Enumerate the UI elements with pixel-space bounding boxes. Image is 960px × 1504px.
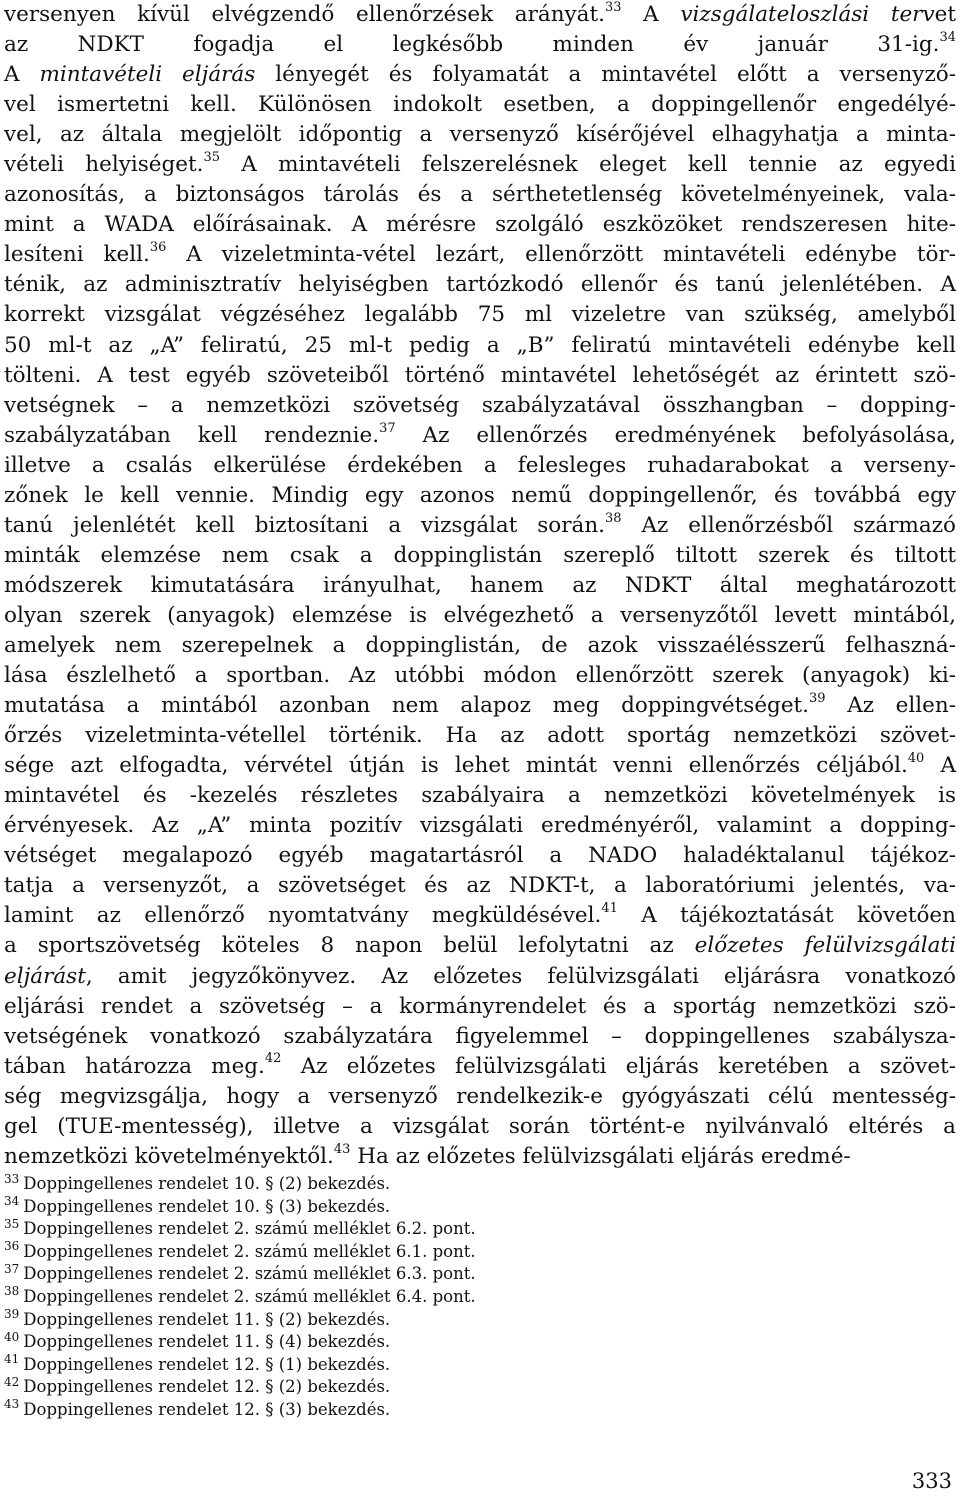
footnote-number: 36 <box>4 1239 20 1254</box>
text-span: azonosítás, a biztonságos tárolás és a sérthetetlenség követelményeinek, vala- <box>4 182 956 208</box>
italic-term: vizsgálateloszlási terv <box>680 2 935 27</box>
text-line <box>4 240 956 270</box>
text-line <box>4 481 956 511</box>
text-span: versenyen kívül elvégzendő ellenőrzések arányát. <box>4 2 605 27</box>
footnote-number: 41 <box>4 1352 20 1367</box>
text-line <box>4 751 956 781</box>
footnote-number: 37 <box>4 1261 20 1276</box>
footnote-number: 40 <box>4 1329 20 1344</box>
text-span: nemzetközi követelményektől. <box>4 1143 334 1169</box>
footnote-text: Doppingellenes rendelet 2. számú melléklet 6.3. pont. <box>23 1264 476 1284</box>
text-line <box>4 901 956 931</box>
text-line <box>4 150 956 180</box>
text-span: mintavétel és -kezelés részletes szabályaira a nemzetközi követelmények is <box>4 783 956 809</box>
text-line <box>4 90 956 120</box>
text-line <box>4 571 956 601</box>
footnote-text: Doppingellenes rendelet 12. § (3) bekezdés. <box>23 1399 391 1419</box>
text-span: 50 ml-t az „A” feliratú, 25 ml-t pedig a „B” feliratú mintavételi edénybe kell <box>4 332 956 358</box>
footnote-number: 42 <box>4 1374 20 1389</box>
text-line <box>4 841 956 871</box>
footnote-reference: 36 <box>149 240 167 256</box>
text-span: Az ellen- <box>825 693 956 719</box>
text-line <box>4 391 956 421</box>
footnote-reference: 43 <box>333 1141 351 1157</box>
footnote-number: 39 <box>4 1307 20 1322</box>
text-line <box>4 1142 956 1172</box>
text-span: vel ismertetni kell. Különösen indokolt esetben, a doppingellenőr engedélyé- <box>4 92 956 118</box>
text-span: minták elemzése nem csak a doppinglistán szereplő tiltott szerek és tiltott <box>4 542 956 568</box>
footnote <box>4 1354 904 1377</box>
footnote-text: Doppingellenes rendelet 10. § (2) bekezdés. <box>23 1174 391 1193</box>
text-span: gel (TUE-mentesség), illetve a vizsgálat során történt-e nyilvánvaló eltérés a <box>4 1113 956 1139</box>
text-line <box>4 361 956 391</box>
text-span: olyan szerek (anyagok) elemzése is elvégezhető a versenyzőtől levett mintából, <box>4 602 956 628</box>
text-line <box>4 511 956 541</box>
text-span: sége azt elfogadta, vérvétel útján is lehet mintát venni ellenőrzés céljából. <box>4 753 908 779</box>
footnote-text: Doppingellenes rendelet 11. § (4) bekezdés. <box>23 1332 391 1352</box>
page-number: 333 <box>911 1469 952 1493</box>
text-line <box>4 1022 956 1052</box>
footnote-number: 33 <box>4 1171 20 1186</box>
footnote-text: Doppingellenes rendelet 2. számú melléklet 6.4. pont. <box>23 1286 476 1306</box>
body-text <box>4 0 956 1172</box>
text-line <box>4 601 956 631</box>
text-line <box>4 1052 956 1082</box>
text-line <box>4 962 956 992</box>
footnote <box>4 1263 904 1286</box>
text-line <box>4 451 956 481</box>
text-span: tában határozza meg. <box>4 1053 265 1079</box>
text-span: Az előzetes felülvizsgálati eljárás keretében a szövet- <box>281 1053 956 1079</box>
footnote-text: Doppingellenes rendelet 2. számú melléklet 6.1. pont. <box>23 1241 476 1261</box>
text-span: et <box>934 2 956 27</box>
text-line <box>4 661 956 691</box>
text-span: amelyek nem szerepelnek a doppinglistán, de azok visszaélésszerű felhaszná- <box>4 632 956 658</box>
text-span: Az ellenőrzés eredményének befolyásolása, <box>395 422 956 448</box>
text-span: ténik, az adminisztratív helyiségben tartózkodó ellenőr és tanú jelenlétében. A <box>4 272 956 298</box>
footnote-text: Doppingellenes rendelet 12. § (2) bekezdés. <box>23 1377 391 1397</box>
text-span: illetve a csalás elkerülése érdekében a felesleges ruhadarabokat a verseny- <box>4 452 956 478</box>
text-span: A vizeletminta-vétel lezárt, ellenőrzött mintavételi edénybe tör- <box>166 242 956 268</box>
text-span: őrzés vizeletminta-vétellel történik. Ha az adott sportág nemzetközi szövet- <box>4 723 956 749</box>
footnote <box>4 1376 904 1399</box>
text-line <box>4 300 956 330</box>
text-span: érvényesek. Az „A” minta pozitív vizsgálati eredményéről, valamint a dopping- <box>4 813 956 839</box>
footnote <box>4 1241 904 1264</box>
text-span: mutatása a mintából azonban nem alapoz meg doppingvétséget. <box>4 693 810 719</box>
text-line <box>4 931 956 961</box>
text-line <box>4 0 956 30</box>
text-line <box>4 270 956 300</box>
footnote <box>4 1196 904 1219</box>
text-span: vételi helyiséget. <box>4 152 204 178</box>
text-line <box>4 1082 956 1112</box>
text-span: , amit jegyzőkönyvez. Az előzetes felülvizsgálati eljárásra vonatkozó <box>85 963 956 989</box>
footnote-text: Doppingellenes rendelet 2. számú melléklet 6.2. pont. <box>23 1219 476 1239</box>
footnote-text: Doppingellenes rendelet 10. § (3) bekezdés. <box>23 1196 391 1216</box>
footnote-reference: 33 <box>604 0 622 15</box>
footnote-text: Doppingellenes rendelet 12. § (1) bekezdés. <box>23 1354 391 1374</box>
text-line <box>4 421 956 451</box>
text-line <box>4 811 956 841</box>
text-span: A <box>621 2 681 27</box>
text-line <box>4 691 956 721</box>
text-line <box>4 721 956 751</box>
text-span: lényegét és folyamatát a mintavétel előtt a versenyző- <box>255 62 956 88</box>
text-line <box>4 992 956 1022</box>
text-span: lesíteni kell. <box>4 242 150 268</box>
text-line <box>4 631 956 661</box>
text-span: az NDKT fogadja el legkésőbb minden év január 31-ig. <box>4 32 940 58</box>
text-line <box>4 120 956 150</box>
text-span: Ha az előzetes felülvizsgálati eljárás eredmé- <box>350 1143 851 1169</box>
text-span: módszerek kimutatására irányulhat, hanem az NDKT által meghatározott <box>4 572 956 598</box>
footnote-reference: 38 <box>605 510 622 526</box>
text-line <box>4 331 956 361</box>
text-span: tatja a versenyzőt, a szövetséget és az NDKT-t, a laboratóriumi jelentés, va- <box>4 873 956 899</box>
text-line <box>4 210 956 240</box>
text-span: tanú jelenlétét kell biztosítani a vizsgálat során. <box>4 512 606 538</box>
text-line <box>4 180 956 210</box>
italic-term: mintavételi eljárás <box>39 62 256 88</box>
footnote <box>4 1309 904 1332</box>
text-line <box>4 60 956 90</box>
text-span: lamint az ellenőrző nyomtatvány megküldésével. <box>4 903 602 929</box>
footnote-reference: 34 <box>939 29 956 45</box>
text-span: zőnek le kell vennie. Mindig egy azonos nemű doppingellenőr, és továbbá egy <box>4 482 956 508</box>
text-line <box>4 1112 956 1142</box>
text-line <box>4 30 956 60</box>
text-span: tölteni. A test egyéb szöveteiből történő mintavétel lehetőségét az érintett szö- <box>4 362 956 388</box>
text-span: vétséget megalapozó egyéb magatartásról a NADO haladéktalanul tájékoz- <box>4 843 956 869</box>
footnote-text: Doppingellenes rendelet 11. § (2) bekezdés. <box>23 1309 391 1329</box>
footnote-reference: 39 <box>809 690 826 706</box>
text-line <box>4 541 956 571</box>
footnotes <box>4 1173 904 1422</box>
text-span: A <box>924 753 956 779</box>
text-span: vetségnek – a nemzetközi szövetség szabályzatával összhangban – dopping- <box>4 392 956 418</box>
text-span: vel, az általa megjelölt időpontig a versenyző kísérőjével elhagyhatja a minta- <box>4 122 956 148</box>
footnote-reference: 40 <box>907 751 925 767</box>
footnote-number: 43 <box>4 1397 20 1412</box>
text-span: mint a WADA előírásainak. A mérésre szolgáló eszközöket rendszeresen hite- <box>4 212 956 238</box>
footnote <box>4 1173 904 1196</box>
footnote <box>4 1286 904 1309</box>
text-span: a sportszövetség köteles 8 napon belül lefolytatni az <box>4 933 695 959</box>
footnote-number: 34 <box>4 1194 20 1209</box>
text-span: korrekt vizsgálat végzéséhez legalább 75 ml vizeletre van szükség, amelyből <box>4 302 956 328</box>
footnote-number: 38 <box>4 1284 20 1299</box>
text-line <box>4 781 956 811</box>
text-span: Az ellenőrzésből származó <box>621 512 956 538</box>
text-span: ség megvizsgálja, hogy a versenyző rendelkezik-e gyógyászati célú mentesség- <box>4 1083 956 1109</box>
text-span: eljárási rendet a szövetség – a kormányrendelet és a sportág nemzetközi szö- <box>4 993 956 1019</box>
text-span: A mintavételi felszerelésnek eleget kell tennie az egyedi <box>220 152 956 178</box>
footnote <box>4 1399 904 1422</box>
text-span: vetségének vonatkozó szabályzatára figyelemmel – doppingellenes szabálysza- <box>4 1023 956 1049</box>
footnote <box>4 1331 904 1354</box>
footnote-reference: 35 <box>203 150 221 166</box>
footnote-reference: 37 <box>379 420 396 436</box>
footnote-number: 35 <box>4 1216 20 1231</box>
footnote-reference: 41 <box>601 901 618 917</box>
footnote-reference: 42 <box>264 1051 282 1067</box>
text-span: szabályzatában kell rendeznie. <box>4 422 380 448</box>
text-span: A tájékoztatását követően <box>617 903 956 929</box>
italic-term: előzetes felülvizsgálati <box>694 933 956 959</box>
text-span: A <box>4 62 40 88</box>
italic-term: eljárást <box>4 963 86 989</box>
text-span: lása észlelhető a sportban. Az utóbbi módon ellenőrzött szerek (anyagok) ki- <box>4 663 956 689</box>
footnote <box>4 1218 904 1241</box>
text-line <box>4 871 956 901</box>
